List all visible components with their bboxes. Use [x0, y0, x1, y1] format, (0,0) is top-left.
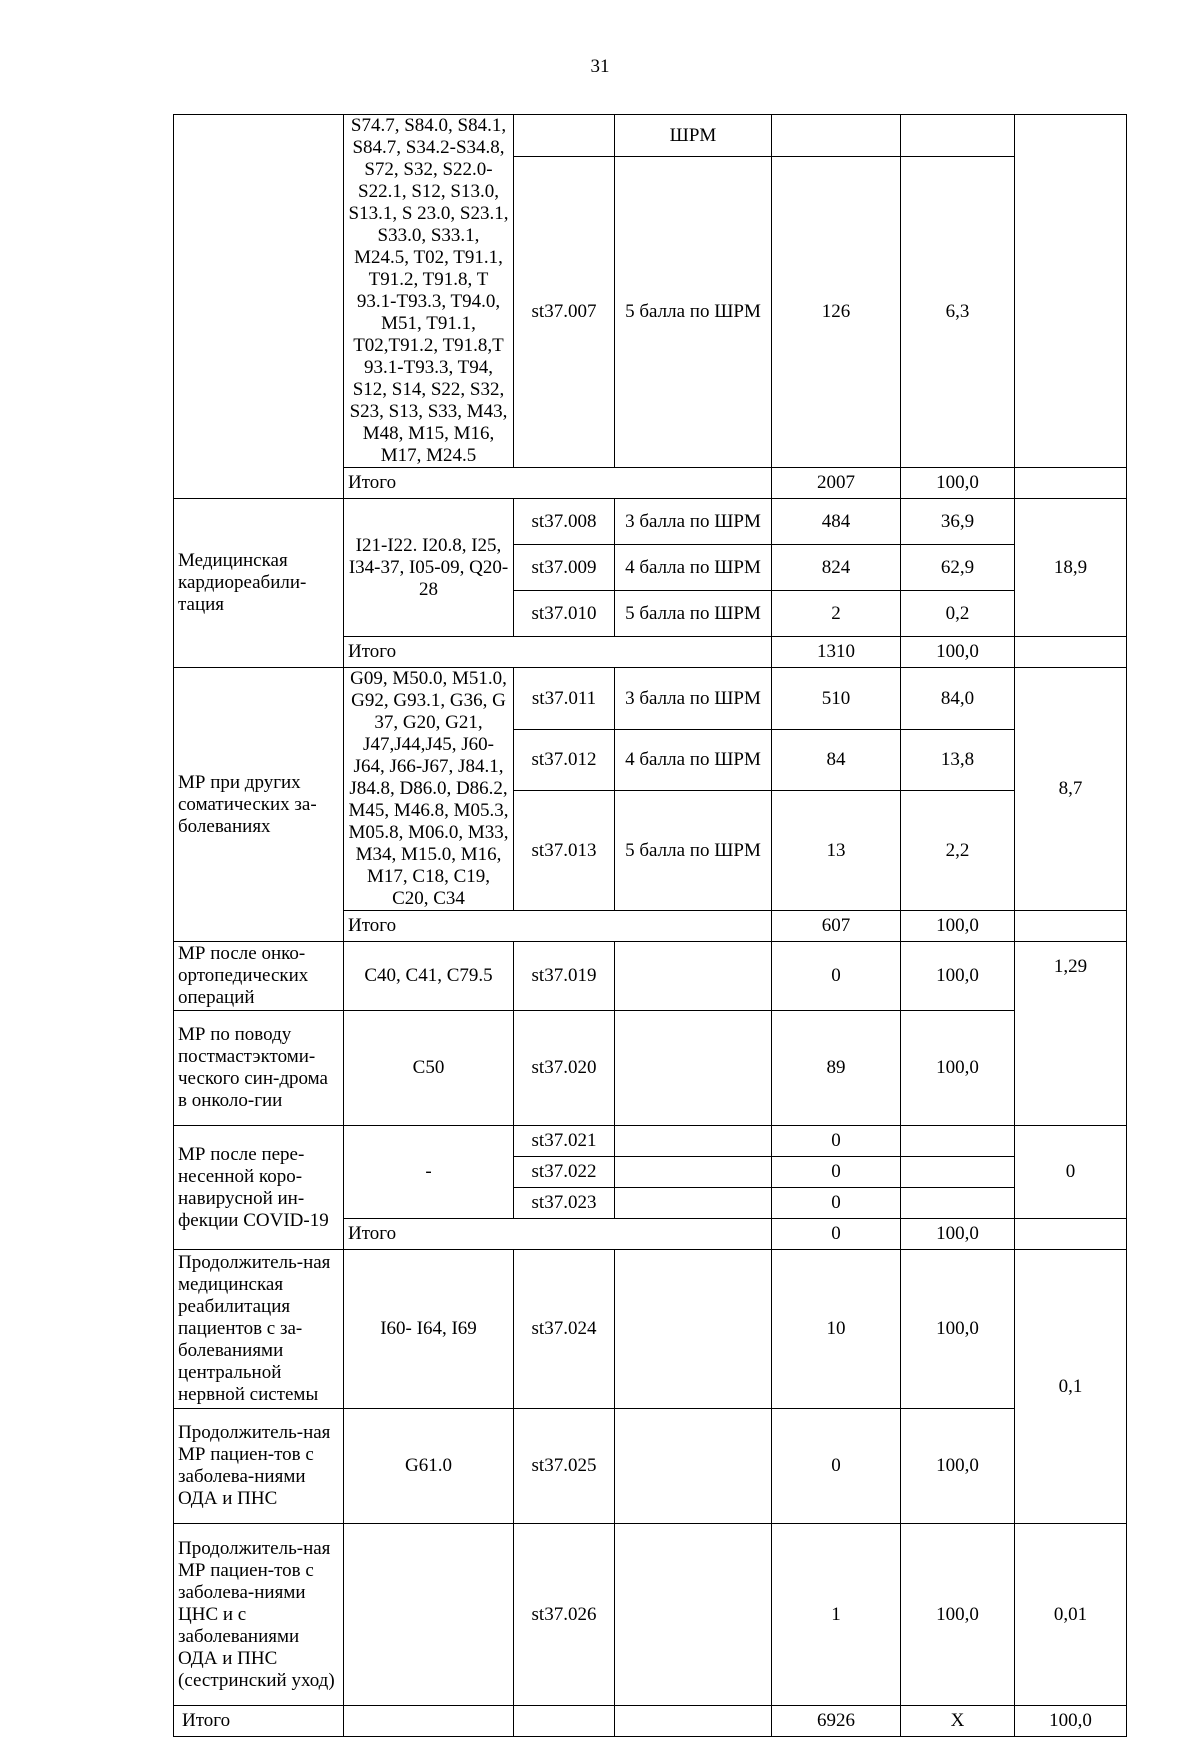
total-share-empty [1015, 637, 1127, 668]
share-cell: 1,29 [1015, 942, 1127, 1126]
percent-cell [901, 1188, 1015, 1219]
total-count: 1310 [772, 637, 901, 668]
table-row [174, 668, 1127, 730]
percent-cell: 84,0 [901, 668, 1015, 730]
kr-cell: st37.026 [514, 1524, 615, 1706]
percent-cell: 100,0 [901, 1409, 1015, 1524]
count-cell: 2 [772, 591, 901, 637]
total-percent: 100,0 [901, 1219, 1015, 1250]
table-row [174, 1011, 1127, 1126]
percent-cell: 100,0 [901, 1524, 1015, 1706]
score-cell: 5 балла по ШРМ [615, 791, 772, 911]
share-cell [1015, 115, 1127, 468]
kr-cell: st37.007 [514, 157, 615, 468]
kr-cell: st37.012 [514, 730, 615, 791]
icd-codes-cell [344, 1524, 514, 1706]
kr-cell: st37.008 [514, 499, 615, 545]
score-cell: 3 балла по ШРМ [615, 668, 772, 730]
share-cell: 0,1 [1015, 1250, 1127, 1524]
table-row [174, 115, 1127, 157]
count-cell: 89 [772, 1011, 901, 1126]
total-count: 607 [772, 911, 901, 942]
count-cell: 510 [772, 668, 901, 730]
count-cell: 84 [772, 730, 901, 791]
score-cell [615, 1250, 772, 1409]
rehabilitation-table [173, 114, 1127, 1737]
icd-codes-cell: G61.0 [344, 1409, 514, 1524]
table-row [174, 499, 1127, 545]
total-percent: 100,0 [901, 468, 1015, 499]
total-share-empty [1015, 1219, 1127, 1250]
count-cell: 0 [772, 1126, 901, 1157]
count-cell: 126 [772, 157, 901, 468]
count-cell: 0 [772, 1157, 901, 1188]
icd-codes-cell: I21-I22. I20.8, I25, I34-37, I05-09, Q20-28 [344, 499, 514, 637]
score-cell: 3 балла по ШРМ [615, 499, 772, 545]
table-row [174, 1409, 1127, 1524]
total-percent: 100,0 [901, 637, 1015, 668]
kr-cell: st37.009 [514, 545, 615, 591]
score-cell [615, 1011, 772, 1126]
empty-cell [615, 1706, 772, 1737]
profile-name-cell: Продолжитель-ная МР пациен-тов с заболева-ниями ЦНС и с заболеваниями ОДА и ПНС (сестринский уход) [174, 1524, 344, 1706]
grand-total-row [174, 1706, 1127, 1737]
count-cell: 0 [772, 942, 901, 1011]
count-cell: 484 [772, 499, 901, 545]
grand-total-label: Итого [174, 1706, 344, 1737]
count-cell: 1 [772, 1524, 901, 1706]
icd-codes-cell: C40, C41, C79.5 [344, 942, 514, 1011]
total-label: Итого [344, 1219, 772, 1250]
percent-cell: 100,0 [901, 1011, 1015, 1126]
kr-cell: st37.020 [514, 1011, 615, 1126]
score-cell [615, 1157, 772, 1188]
profile-name-cell: Продолжитель-ная медицинская реабилитация пациентов с за-болеваниями центральной нервной системы [174, 1250, 344, 1409]
kr-cell: st37.013 [514, 791, 615, 911]
share-cell: 18,9 [1015, 499, 1127, 637]
total-share-empty [1015, 911, 1127, 942]
percent-cell: 36,9 [901, 499, 1015, 545]
total-percent: 100,0 [901, 911, 1015, 942]
total-share-empty [1015, 468, 1127, 499]
score-cell: 4 балла по ШРМ [615, 730, 772, 791]
percent-cell: 100,0 [901, 942, 1015, 1011]
total-label: Итого [344, 468, 772, 499]
kr-cell: st37.010 [514, 591, 615, 637]
kr-cell: st37.011 [514, 668, 615, 730]
icd-codes-cell: - [344, 1126, 514, 1219]
profile-name-cell: Медицинская кардиореабили-тация [174, 499, 344, 668]
profile-name-cell: МР после пере-несенной коро-навирусной ин-фекции COVID-19 [174, 1126, 344, 1250]
score-cell [615, 1524, 772, 1706]
kr-cell: st37.023 [514, 1188, 615, 1219]
percent-cell: 6,3 [901, 157, 1015, 468]
score-cell: 5 балла по ШРМ [615, 591, 772, 637]
percent-cell: 100,0 [901, 1250, 1015, 1409]
kr-cell: st37.019 [514, 942, 615, 1011]
icd-codes-cell: I60- I64, I69 [344, 1250, 514, 1409]
count-cell: 0 [772, 1409, 901, 1524]
percent-cell [901, 115, 1015, 157]
percent-cell: 0,2 [901, 591, 1015, 637]
share-cell: 8,7 [1015, 668, 1127, 911]
score-cell [615, 1188, 772, 1219]
count-cell [772, 115, 901, 157]
profile-name-cell: МР после онко-ортопедических операций [174, 942, 344, 1011]
profile-name-cell: МР по поводу постмастэктоми-ческого син-дрома в онколо-гии [174, 1011, 344, 1126]
percent-cell [901, 1126, 1015, 1157]
kr-cell: st37.022 [514, 1157, 615, 1188]
count-cell: 824 [772, 545, 901, 591]
share-cell: 0 [1015, 1126, 1127, 1219]
percent-cell: 62,9 [901, 545, 1015, 591]
table-row [174, 942, 1127, 1011]
icd-codes-cell: S74.7, S84.0, S84.1, S84.7, S34.2-S34.8, S72, S32, S22.0-S22.1, S12, S13.0, S13.1, S 23.0, S23.1, S33.0, S33.1, M24.5, T02, T91.1, T91.2, T91.8, T 93.1-T93.3, T94.0, M51, T91.1, T02,T91.2, T91.8,T 93.1-T93.3, T94, S12, S14, S22, S32, S23, S13, S33, M43, M48, M15, M16, M17, M24.5 [344, 115, 514, 468]
table-row [174, 1250, 1127, 1409]
empty-cell [514, 1706, 615, 1737]
total-count: 0 [772, 1219, 901, 1250]
kr-cell: st37.024 [514, 1250, 615, 1409]
profile-name-cell: Продолжитель-ная МР пациен-тов с заболева-ниями ОДА и ПНС [174, 1409, 344, 1524]
score-cell: 5 балла по ШРМ [615, 157, 772, 468]
total-label: Итого [344, 637, 772, 668]
profile-name-cell: МР при других соматических за-болеваниях [174, 668, 344, 942]
score-cell [615, 942, 772, 1011]
grand-total-count: 6926 [772, 1706, 901, 1737]
share-cell: 0,01 [1015, 1524, 1127, 1706]
total-label: Итого [344, 911, 772, 942]
count-cell: 13 [772, 791, 901, 911]
count-cell: 0 [772, 1188, 901, 1219]
total-count: 2007 [772, 468, 901, 499]
kr-cell: st37.025 [514, 1409, 615, 1524]
score-cell: ШРМ [615, 115, 772, 157]
score-cell: 4 балла по ШРМ [615, 545, 772, 591]
icd-codes-cell: C50 [344, 1011, 514, 1126]
empty-cell [344, 1706, 514, 1737]
icd-codes-cell: G09, M50.0, M51.0, G92, G93.1, G36, G 37, G20, G21, J47,J44,J45, J60-J64, J66-J67, J84.1, J84.8, D86.0, D86.2, M45, M46.8, M05.3, M05.8, M06.0, M33, M34, M15.0, M16, M17, C18, C19, C20, C34 [344, 668, 514, 911]
table-row [174, 1524, 1127, 1706]
page-number: 31 [590, 56, 610, 77]
table-row [174, 1126, 1127, 1157]
percent-cell: 2,2 [901, 791, 1015, 911]
grand-total-percent: Х [901, 1706, 1015, 1737]
score-cell [615, 1409, 772, 1524]
percent-cell [901, 1157, 1015, 1188]
profile-name-cell [174, 115, 344, 499]
kr-cell [514, 115, 615, 157]
grand-total-share: 100,0 [1015, 1706, 1127, 1737]
percent-cell: 13,8 [901, 730, 1015, 791]
score-cell [615, 1126, 772, 1157]
kr-cell: st37.021 [514, 1126, 615, 1157]
count-cell: 10 [772, 1250, 901, 1409]
